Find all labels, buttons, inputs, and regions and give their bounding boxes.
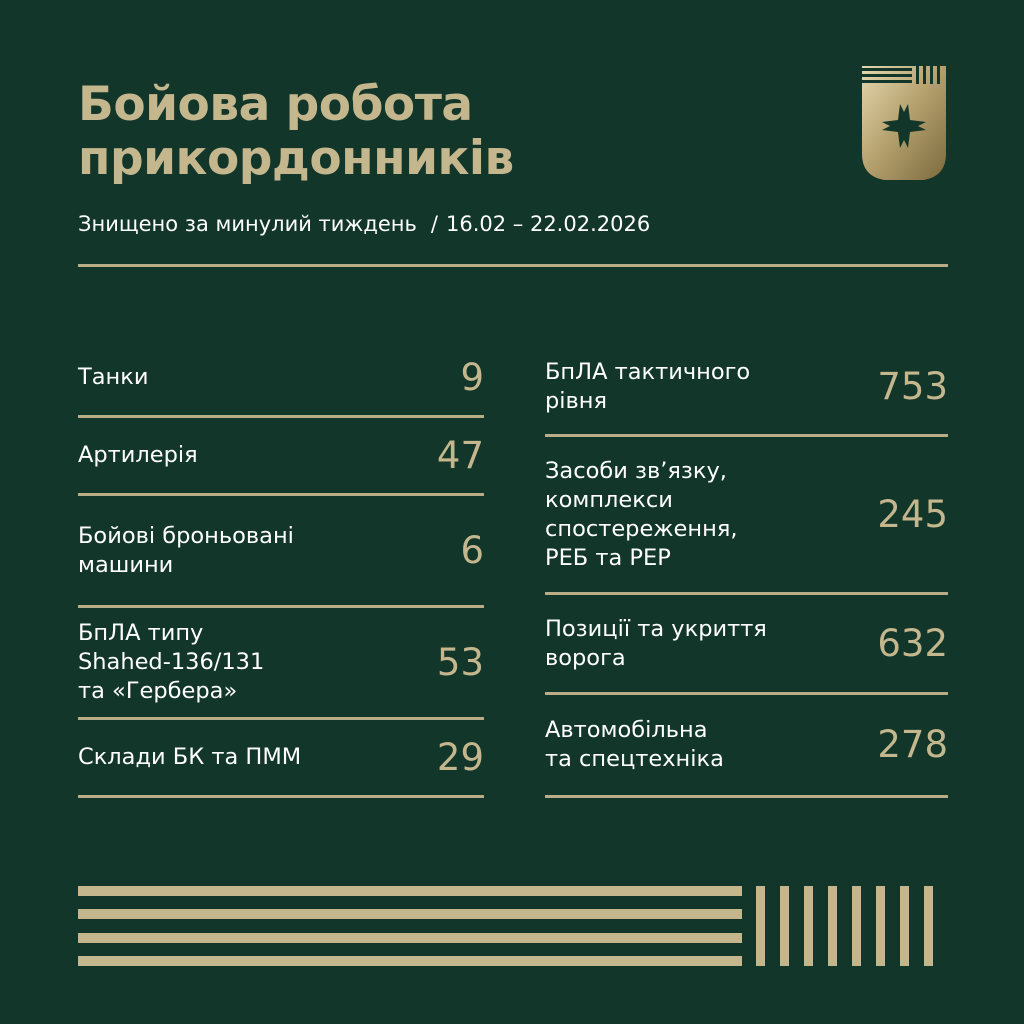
stat-label: Бойові броньовані машини [78, 522, 294, 578]
stat-row [78, 340, 484, 418]
stat-label: Позиції та укриття ворога [545, 615, 767, 671]
header-divider [78, 264, 948, 267]
stat-row [78, 496, 484, 608]
stat-row [545, 437, 948, 595]
stat-label: Засоби зв’язку, комплекси спостереження, РЕБ та РЕР [545, 457, 738, 571]
stat-row [78, 608, 484, 720]
stat-row [545, 695, 948, 798]
stat-row [78, 720, 484, 798]
subtitle [78, 212, 650, 236]
stat-label: Танки [78, 364, 149, 390]
page-title [78, 78, 514, 186]
stat-label: Артилерія [78, 442, 198, 468]
stat-value: 6 [460, 528, 484, 572]
subtitle-separator: / [430, 212, 438, 236]
stat-value: 47 [436, 433, 484, 477]
stat-label: Автомобільна та спецтехніка [545, 717, 724, 772]
stats-right-column [545, 340, 948, 798]
stat-row [545, 340, 948, 437]
stat-label: Склади БК та ПММ [78, 744, 302, 770]
stat-value: 29 [436, 735, 484, 779]
stat-value: 245 [877, 492, 948, 536]
stat-row [545, 595, 948, 695]
page-title-line-1: Бойова робота [78, 77, 473, 132]
stat-value: 278 [877, 723, 948, 766]
stat-value: 9 [460, 355, 484, 399]
stats-left-column [78, 340, 484, 798]
subtitle-period: 16.02 – 22.02.2026 [445, 212, 651, 236]
stat-value: 53 [436, 640, 484, 684]
page-title-line-2: прикордонників [78, 131, 514, 186]
stat-label: БпЛА типу Shahed-136/131 та «Гербера» [78, 620, 265, 704]
stat-row [78, 418, 484, 496]
stat-value: 753 [877, 365, 948, 408]
stat-value: 632 [877, 621, 948, 665]
stat-label: БпЛА тактичного рівня [545, 359, 751, 414]
border-guard-shield-icon [860, 64, 948, 182]
stripes-decoration [78, 886, 948, 966]
subtitle-text: Знищено за минулий тиждень [78, 212, 417, 236]
